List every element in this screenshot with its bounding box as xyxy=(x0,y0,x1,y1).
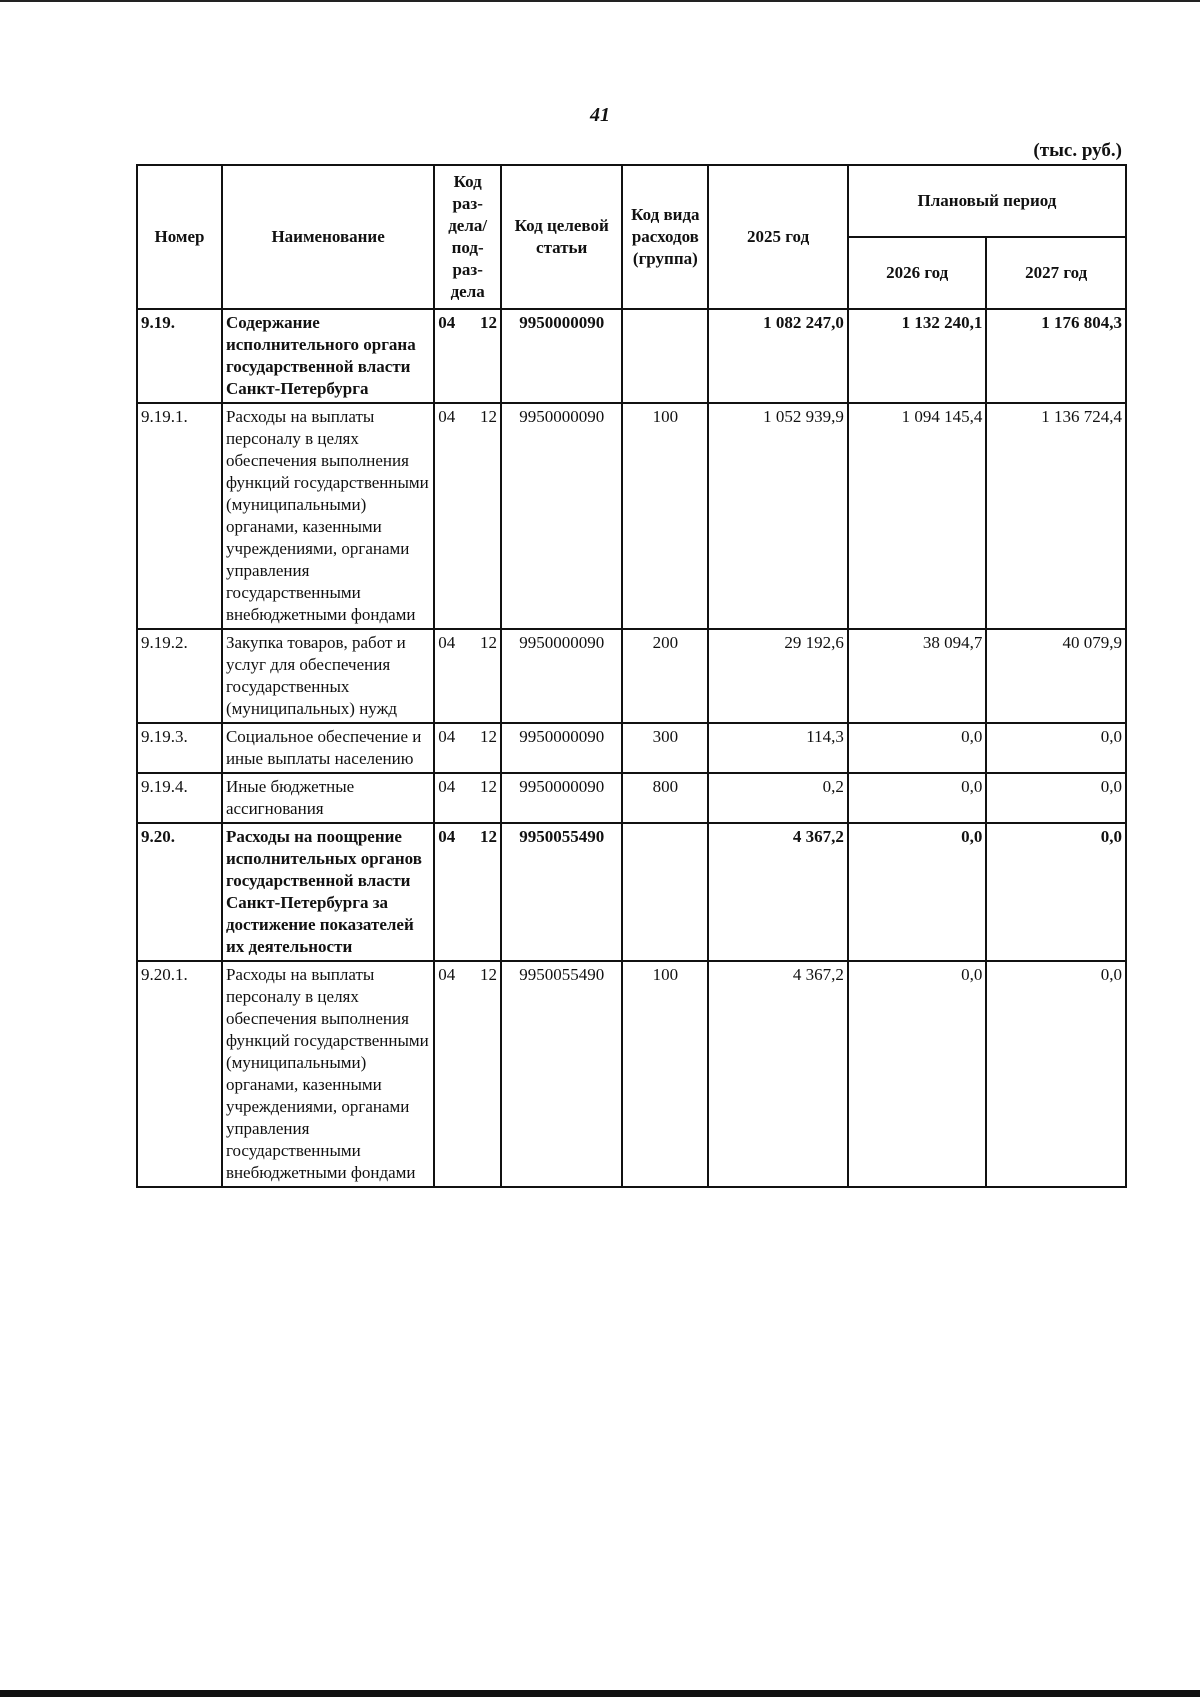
podrazdel-code: 12 xyxy=(480,633,498,652)
podrazdel-code: 12 xyxy=(480,777,498,796)
header-target-article: Код целевой статьи xyxy=(501,165,622,309)
row-amount-2026: 0,0 xyxy=(848,723,987,773)
row-name: Содержание исполнительного органа государственной власти Санкт-Петербурга xyxy=(222,309,434,403)
row-target-article: 9950000090 xyxy=(501,629,622,723)
row-razdel xyxy=(434,629,501,723)
row-amount-2025: 0,2 xyxy=(708,773,848,823)
header-year-2027: 2027 год xyxy=(986,237,1126,309)
row-target-article: 9950000090 xyxy=(501,309,622,403)
budget-table xyxy=(136,164,1127,1188)
header-year-2026: 2026 год xyxy=(848,237,987,309)
row-target-article: 9950000090 xyxy=(501,723,622,773)
row-target-article: 9950055490 xyxy=(501,961,622,1187)
row-number: 9.19.1. xyxy=(137,403,222,629)
row-razdel xyxy=(434,723,501,773)
header-year-2025: 2025 год xyxy=(708,165,848,309)
row-name: Социальное обеспечение и иные выплаты населению xyxy=(222,723,434,773)
row-amount-2027: 0,0 xyxy=(986,723,1126,773)
row-amount-2025: 1 082 247,0 xyxy=(708,309,848,403)
table-row xyxy=(137,723,1126,773)
razdel-code: 04 xyxy=(438,827,456,846)
row-amount-2026: 0,0 xyxy=(848,773,987,823)
row-amount-2027: 0,0 xyxy=(986,961,1126,1187)
row-amount-2025: 1 052 939,9 xyxy=(708,403,848,629)
podrazdel-code: 12 xyxy=(480,827,498,846)
header-expense-type: Код вида расходов (группа) xyxy=(622,165,708,309)
row-expense-type: 800 xyxy=(622,773,708,823)
row-razdel xyxy=(434,309,501,403)
table-row xyxy=(137,309,1126,403)
row-amount-2027: 1 136 724,4 xyxy=(986,403,1126,629)
razdel-code: 04 xyxy=(438,407,456,426)
row-expense-type: 300 xyxy=(622,723,708,773)
row-expense-type xyxy=(622,823,708,961)
row-razdel xyxy=(434,773,501,823)
row-razdel xyxy=(434,823,501,961)
row-amount-2025: 29 192,6 xyxy=(708,629,848,723)
page-number: 41 xyxy=(590,104,610,126)
units-label: (тыс. руб.) xyxy=(1033,140,1122,161)
page-bottom-border xyxy=(0,1690,1200,1697)
row-name: Расходы на поощрение исполнительных органов государственной власти Санкт-Петербурга за достижение показателей их деятельности xyxy=(222,823,434,961)
podrazdel-code: 12 xyxy=(480,965,498,984)
row-amount-2026: 1 132 240,1 xyxy=(848,309,987,403)
row-amount-2025: 4 367,2 xyxy=(708,823,848,961)
razdel-code: 04 xyxy=(438,313,456,332)
row-target-article: 9950055490 xyxy=(501,823,622,961)
row-name: Закупка товаров, работ и услуг для обеспечения государственных (муниципальных) нужд xyxy=(222,629,434,723)
row-amount-2027: 0,0 xyxy=(986,823,1126,961)
row-number: 9.19.2. xyxy=(137,629,222,723)
row-number: 9.19.3. xyxy=(137,723,222,773)
table-row xyxy=(137,773,1126,823)
page-top-border xyxy=(0,0,1200,2)
row-amount-2026: 0,0 xyxy=(848,961,987,1187)
row-razdel xyxy=(434,961,501,1187)
row-name: Расходы на выплаты персоналу в целях обеспечения выполнения функций государственными (муниципальными) органами, казенными учреждениями, органами управления государственными внебюджетными фондами xyxy=(222,961,434,1187)
row-expense-type: 100 xyxy=(622,961,708,1187)
podrazdel-code: 12 xyxy=(480,727,498,746)
table-row xyxy=(137,823,1126,961)
razdel-code: 04 xyxy=(438,727,456,746)
table-row xyxy=(137,961,1126,1187)
row-number: 9.19. xyxy=(137,309,222,403)
header-number: Номер xyxy=(137,165,222,309)
row-amount-2027: 40 079,9 xyxy=(986,629,1126,723)
row-razdel xyxy=(434,403,501,629)
row-target-article: 9950000090 xyxy=(501,773,622,823)
table-row xyxy=(137,629,1126,723)
row-target-article: 9950000090 xyxy=(501,403,622,629)
razdel-code: 04 xyxy=(438,965,456,984)
row-amount-2025: 4 367,2 xyxy=(708,961,848,1187)
table-row xyxy=(137,403,1126,629)
row-amount-2026: 0,0 xyxy=(848,823,987,961)
row-name: Иные бюджетные ассигнования xyxy=(222,773,434,823)
row-expense-type xyxy=(622,309,708,403)
row-expense-type: 100 xyxy=(622,403,708,629)
header-name: Наименование xyxy=(222,165,434,309)
row-amount-2027: 0,0 xyxy=(986,773,1126,823)
row-number: 9.20.1. xyxy=(137,961,222,1187)
podrazdel-code: 12 xyxy=(480,407,498,426)
podrazdel-code: 12 xyxy=(480,313,498,332)
row-number: 9.19.4. xyxy=(137,773,222,823)
header-razdel: Код раз- дела/ под- раз- дела xyxy=(434,165,501,309)
header-planned-period: Плановый период xyxy=(848,165,1126,237)
row-amount-2025: 114,3 xyxy=(708,723,848,773)
row-expense-type: 200 xyxy=(622,629,708,723)
row-amount-2026: 1 094 145,4 xyxy=(848,403,987,629)
row-amount-2026: 38 094,7 xyxy=(848,629,987,723)
row-name: Расходы на выплаты персоналу в целях обеспечения выполнения функций государственными (муниципальными) органами, казенными учреждениями, органами управления государственными внебюджетными фондами xyxy=(222,403,434,629)
row-amount-2027: 1 176 804,3 xyxy=(986,309,1126,403)
razdel-code: 04 xyxy=(438,777,456,796)
row-number: 9.20. xyxy=(137,823,222,961)
razdel-code: 04 xyxy=(438,633,456,652)
